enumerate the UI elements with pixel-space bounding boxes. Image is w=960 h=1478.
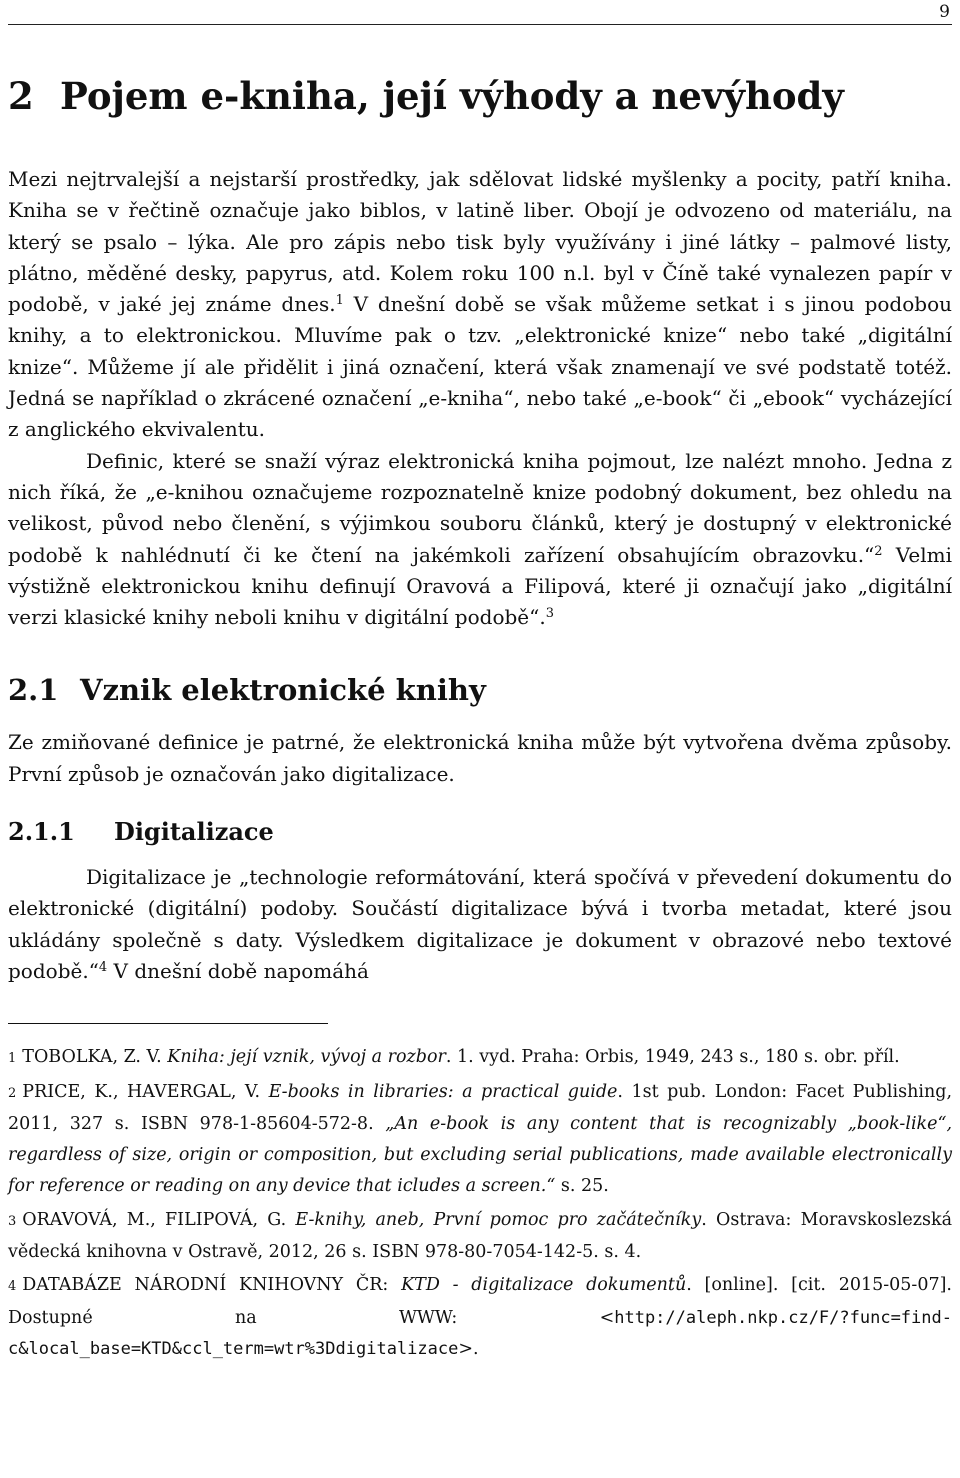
subsection-title: Digitalizace (114, 817, 274, 847)
footnote-publication: . 1. vyd. Praha: Orbis, 1949, 243 s., 180 s. obr. příl. (445, 1047, 900, 1068)
intro-text-1: Mezi nejtrvalejší a nejstarší prostředky, jak sdělovat lidské myšlenky a pocity, patří kniha. Kniha se v řečtině označuje jako biblos, v latině liber. Obojí je odvozeno od materiálu, na který se psalo – lýka. Ale pro zápis nebo tisk byly využívány i jiné látky – palmové listy, plátno, měděné desky, papyrus, atd. Kolem roku 100 n.l. byl v Číně také vynalezen papír v podobě, v jaké jej známe dnes. (8, 167, 952, 317)
footnote-author: ORAVOVÁ, M., FILIPOVÁ, G. (22, 1209, 296, 1230)
chapter-number: 2 (8, 74, 34, 118)
header-rule (8, 24, 952, 25)
footnote-title: Kniha: její vznik, vývoj a rozbor (167, 1047, 446, 1068)
footnote-number: 3 (8, 1213, 17, 1229)
footnote-title: E-books in libraries: a practical guide (268, 1081, 618, 1102)
footnote-title: E-knihy, aneb, První pomoc pro začátečníky (295, 1209, 702, 1230)
page-content (8, 70, 952, 1367)
footnote-publication: . 1st pub. London: Facet Publishing, 2011, 327 s. ISBN 978-1-85604-572-8. (8, 1081, 953, 1134)
section-number: 2.1 (8, 673, 59, 708)
footnote-number: 2 (8, 1085, 17, 1101)
section-title: Vznik elektronické knihy (80, 673, 486, 708)
footnote-3 (8, 1205, 952, 1269)
intro-text-2: V dnešní době se však můžeme setkat i s jinou podobou knihy, a to elektronickou. Mluvíme pak o tzv. „elektronické knize“ nebo také „digitální knize“. Můžeme jí ale přidělit i jiná označení, která však znamenají ve své podstatě totéž. Jedná se například o zkrácené označení „e-kniha“, nebo také „e-book“ či „ebook“ vycházející z anglického ekvivalentu. (8, 292, 952, 442)
footnote-url-link[interactable]: http://aleph.nkp.cz/F/?func=find-c&local_base=KTD&ccl_term=wtr%3Ddigitalizace (8, 1307, 952, 1359)
footnote-closing: >. (458, 1338, 479, 1359)
subsection-number: 2.1.1 (8, 817, 75, 847)
footnote-publication: . Ostrava: Moravskoslezská vědecká knihovna v Ostravě, 2012, 26 s. ISBN 978-80-7054-142-5. s. 4. (8, 1209, 953, 1263)
section-paragraph: Ze zmiňované definice je patrné, že elektronická kniha může být vytvořena dvěma způsoby. První způsob je označován jako digitalizace. (8, 730, 952, 786)
footnote-ref-4[interactable]: 4 (98, 959, 108, 975)
footnote-publication: . [online]. [cit. 2015-05-07]. Dostupné na WWW: < (8, 1275, 952, 1328)
chapter-heading (8, 70, 952, 122)
footnote-author: PRICE, K., HAVERGAL, V. (22, 1081, 269, 1102)
footnote-separator (8, 1023, 328, 1024)
subsection-text-1: Digitalizace je „technologie reformátování, která spočívá v převedení dokumentu do elektronické (digitální) podoby. Součástí digitalizace bývá i tvorba metadat, které jsou ukládány společně s daty. Výsledkem digitalizace je dokument v obrazové nebo textové podobě.“ (8, 865, 952, 983)
footnote-ref-1[interactable]: 1 (335, 293, 344, 309)
footnote-author: TOBOLKA, Z. V. (22, 1047, 168, 1068)
footnote-title: KTD - digitalizace dokumentů (401, 1275, 687, 1296)
subsection-heading (8, 814, 952, 850)
page-number: 9 (939, 2, 950, 22)
definition-text-2: Velmi výstižně elektronickou knihu definují Oravová a Filipová, které ji označují jako „digitální verzi klasické knihy neboli knihu v digitální podobě“. (8, 542, 953, 630)
intro-paragraph (8, 164, 952, 446)
footnote-4 (8, 1270, 952, 1365)
footnote-page: s. 25. (555, 1176, 609, 1197)
footnote-ref-3[interactable]: 3 (545, 606, 554, 622)
footnote-number: 1 (8, 1051, 17, 1067)
footnote-2 (8, 1077, 952, 1203)
definition-text-1: Definic, které se snaží výraz elektronická kniha pojmout, lze nalézt mnoho. Jedna z nich říká, že „e-knihou označujeme rozpoznatelně knize podobný dokument, bez ohledu na velikost, původ nebo členění, s výjimkou souboru článků, který je dostupný v elektronické podobě k nahlédnutí či ke čtení na jakémkoli zařízení obsahujícím obrazovku.“ (8, 448, 952, 567)
chapter-title: Pojem e-kniha, její výhody a nevýhody (60, 74, 844, 118)
footnote-ref-2[interactable]: 2 (874, 543, 883, 559)
footnote-number: 4 (8, 1279, 17, 1295)
subsection-paragraph (8, 862, 952, 987)
section-heading (8, 669, 952, 711)
subsection-text-2: V dnešní době napomáhá (107, 958, 369, 983)
definition-paragraph (8, 446, 952, 634)
footnote-author: DATABÁZE NÁRODNÍ KNIHOVNY ČR: (22, 1275, 402, 1296)
footnote-quote: „An e-book is any content that is recognizably „book-like“, regardless of size, origin or composition, but excluding serial publications, made available electronically for reference or reading on any device that icludes a screen.“ (8, 1113, 953, 1197)
footnote-1 (8, 1042, 952, 1074)
